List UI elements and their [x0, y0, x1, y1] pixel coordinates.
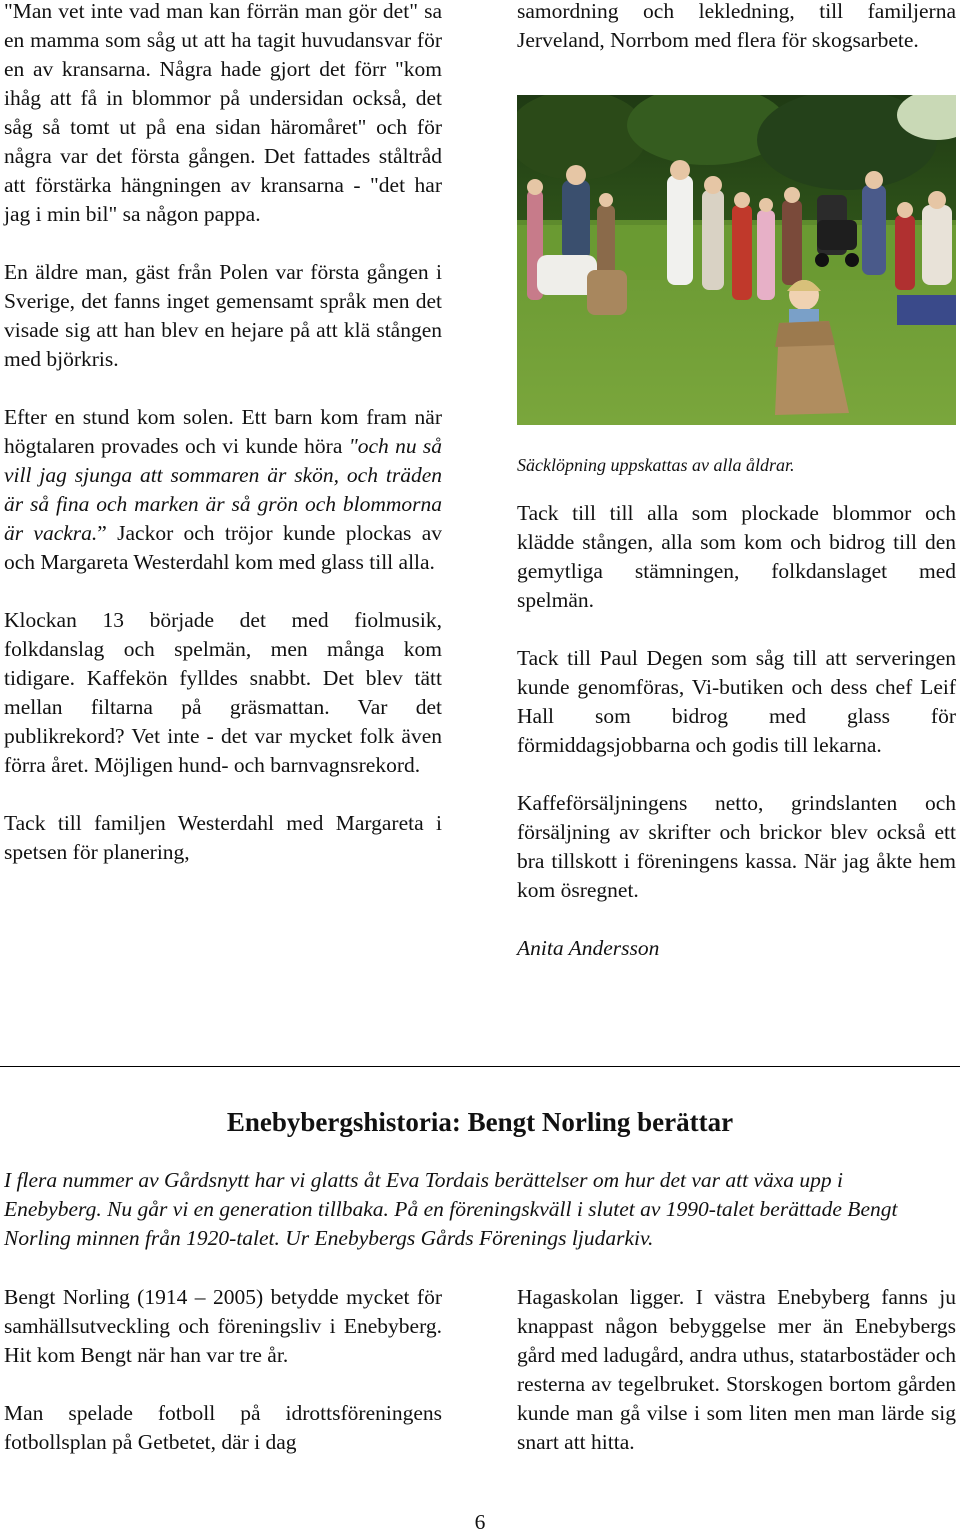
article-heading: Enebybergshistoria: Bengt Norling berättar: [226, 1107, 734, 1137]
paragraph-wreaths: "Man vet inte vad man kan förrän man gör det" sa en mamma som såg ut att ha tagit huvudansvar för en av kransarna. Några hade gjort det förr "kom ihåg att få in blommor på undersidan också, det såg så tomt ut på ena sidan häromåret" och för några var det första gången. Det fattades ståltråd att förstärka hängningen av kransarna - "det har jag i min bil" sa någon pappa.: [4, 0, 442, 226]
sack-race-photo: [517, 95, 956, 425]
article-left-column: [4, 1283, 442, 1457]
sun-text-end: ” Jackor och tröjor kunde plockas av och Margareta Westerdahl kom med glass till alla.: [4, 521, 442, 574]
song-quote: "och nu så vill jag sjunga att sommaren är skön, och träden är så fina och marken är så grön och blommorna är vackra.: [4, 434, 442, 545]
paragraph-polish-guest: En äldre man, gäst från Polen var första gången i Sverige, det fanns inget gemensamt språk men det visade sig att han blev en hejare på att klä stången med björkris.: [4, 260, 442, 371]
paragraph-sun: [4, 403, 442, 577]
section-divider: [0, 1066, 960, 1067]
paragraph-football: Man spelade fotboll på idrottsföreningens fotbollsplan på Getbetet, där i dag: [4, 1401, 442, 1454]
paragraph-music: Klockan 13 började det med fiolmusik, folkdanslag och spelmän, men många kom tidigare. Kaffekön fylldes snabbt. Det blev tätt mellan filtarna på gräsmattan. Var det publikrekord? Vet inte - det var mycket folk även förra året. Möjligen hund- och barnvagnsrekord.: [4, 608, 442, 777]
paragraph-thanks-westerdahl: Tack till familjen Westerdahl med Margareta i spetsen för planering,: [4, 811, 442, 864]
paragraph-bengt-bio: Bengt Norling (1914 – 2005) betydde mycket för samhällsutveckling och föreningsliv i Enebyberg. Hit kom Bengt när han var tre år.: [4, 1285, 442, 1367]
right-column: [517, 0, 956, 963]
paragraph-thanks-flowers: Tack till till alla som plockade blommor och klädde stången, alla som kom och bidrog till den gemytliga stämningen, folkdanslaget med spelmän.: [517, 501, 956, 612]
paragraph-coffee-sales: Kaffeförsäljningens netto, grindslanten och försäljning av skrifter och brickor blev också ett bra tillskott i föreningens kassa. När jag åkte hem kom ösregnet.: [517, 791, 956, 902]
page-number: 6: [474, 1510, 486, 1534]
paragraph-coordination: samordning och lekledning, till familjerna Jerveland, Norrbom med flera för skogsarbete.: [517, 0, 956, 52]
paragraph-western-enebyberg: Hagaskolan ligger. I västra Enebyberg fanns ju knappast någon bebyggelse mer än Enebybergs gård med ladugård, andra uthus, statarbostäder och resterna av tegelbruket. Storskogen bortom gården kunde man gå vilse i som liten men man lärde sig snart att hitta.: [517, 1285, 956, 1454]
paragraph-thanks-degen: Tack till Paul Degen som såg till att serveringen kunde genomföras, Vi-butiken och dess chef Leif Hall som bidrog med glass för förmiddagsjobbarna och godis till lekarna.: [517, 646, 956, 757]
photo-caption: Säcklöpning uppskattas av alla åldrar.: [517, 455, 795, 475]
sun-text-start: Efter en stund kom solen. Ett barn kom fram när högtalaren provades och vi kunde höra: [4, 405, 442, 458]
left-column: [4, 0, 442, 867]
article-intro: I flera nummer av Gårdsnytt har vi glatts åt Eva Tordais berättelser om hur det var att växa upp i Enebyberg. Nu går vi en generation tillbaka. På en föreningskväll i slutet av 1990-talet berättade Bengt Norling minnen från 1920-talet. Ur Enebybergs Gårds Förenings ljudarkiv.: [4, 1168, 898, 1250]
author-signature: Anita Andersson: [517, 936, 660, 960]
article-right-column: [517, 1283, 956, 1457]
